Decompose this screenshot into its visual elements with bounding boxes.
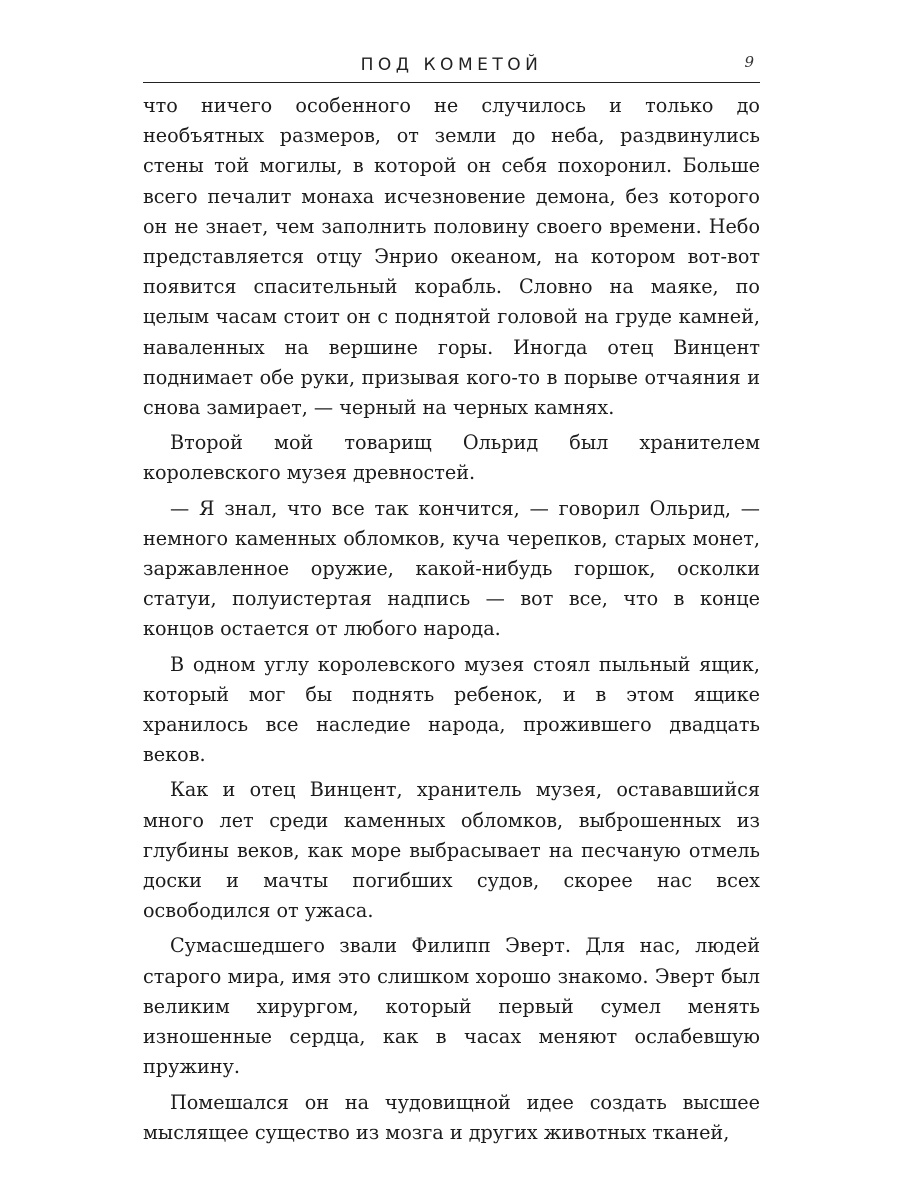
paragraph: Как и отец Винцент, хранитель музея, остававшийся много лет среди каменных обломков, выброшенных из глубины веков, как море выбрасывает на песчаную отмель доски и мачты погибших судов, скорее нас всех освободился от ужаса. (143, 778, 760, 923)
paragraph: В одном углу королевского музея стоял пыльный ящик, который мог бы поднять ребенок, и в этом ящике хранилось все наследие народа, прожившего двадцать веков. (143, 652, 760, 767)
running-title: ПОД КОМЕТОЙ (360, 55, 543, 75)
paragraph: — Я знал, что все так кончится, — говорил Ольрид, — немного каменных обломков, куча черепков, старых монет, заржавленное оружие, какой-нибудь горшок, осколки статуи, полуистертая надпись — вот все, что в конце концов остается от любого народа. (143, 496, 760, 641)
paragraph-continued: что ничего особенного не случилось и только до необъятных размеров, от земли до неба, раздвинулись стены той могилы, в которой он себя похоронил. Больше всего печалит монаха исчезновение демона, без которого он не знает, чем заполнить половину своего времени. Небо представляется отцу Энрио океаном, на котором вот-вот появится спасительный корабль. Словно на маяке, по целым часам стоит он с поднятой головой на груде камней, наваленных на вершине горы. Иногда отец Винцент поднимает обе руки, призывая кого-то в порыве отчаяния и снова замирает, — черный на черных камнях. (143, 94, 760, 420)
paragraph: Помешался он на чудовищной идее создать высшее мыслящее существо из мозга и других животных тканей, (143, 1090, 760, 1144)
header-rule (143, 82, 760, 83)
paragraph: Сумасшедшего звали Филипп Эверт. Для нас, людей старого мира, имя это слишком хорошо знакомо. Эверт был великим хирургом, который первый сумел менять изношенные сердца, как в часах меняют ослабевшую пружину. (143, 934, 760, 1079)
page-number: 9 (744, 53, 754, 71)
running-head (143, 55, 760, 83)
paragraph: Второй мой товарищ Ольрид был хранителем королевского музея древностей. (143, 431, 760, 485)
body-text (143, 91, 760, 1148)
